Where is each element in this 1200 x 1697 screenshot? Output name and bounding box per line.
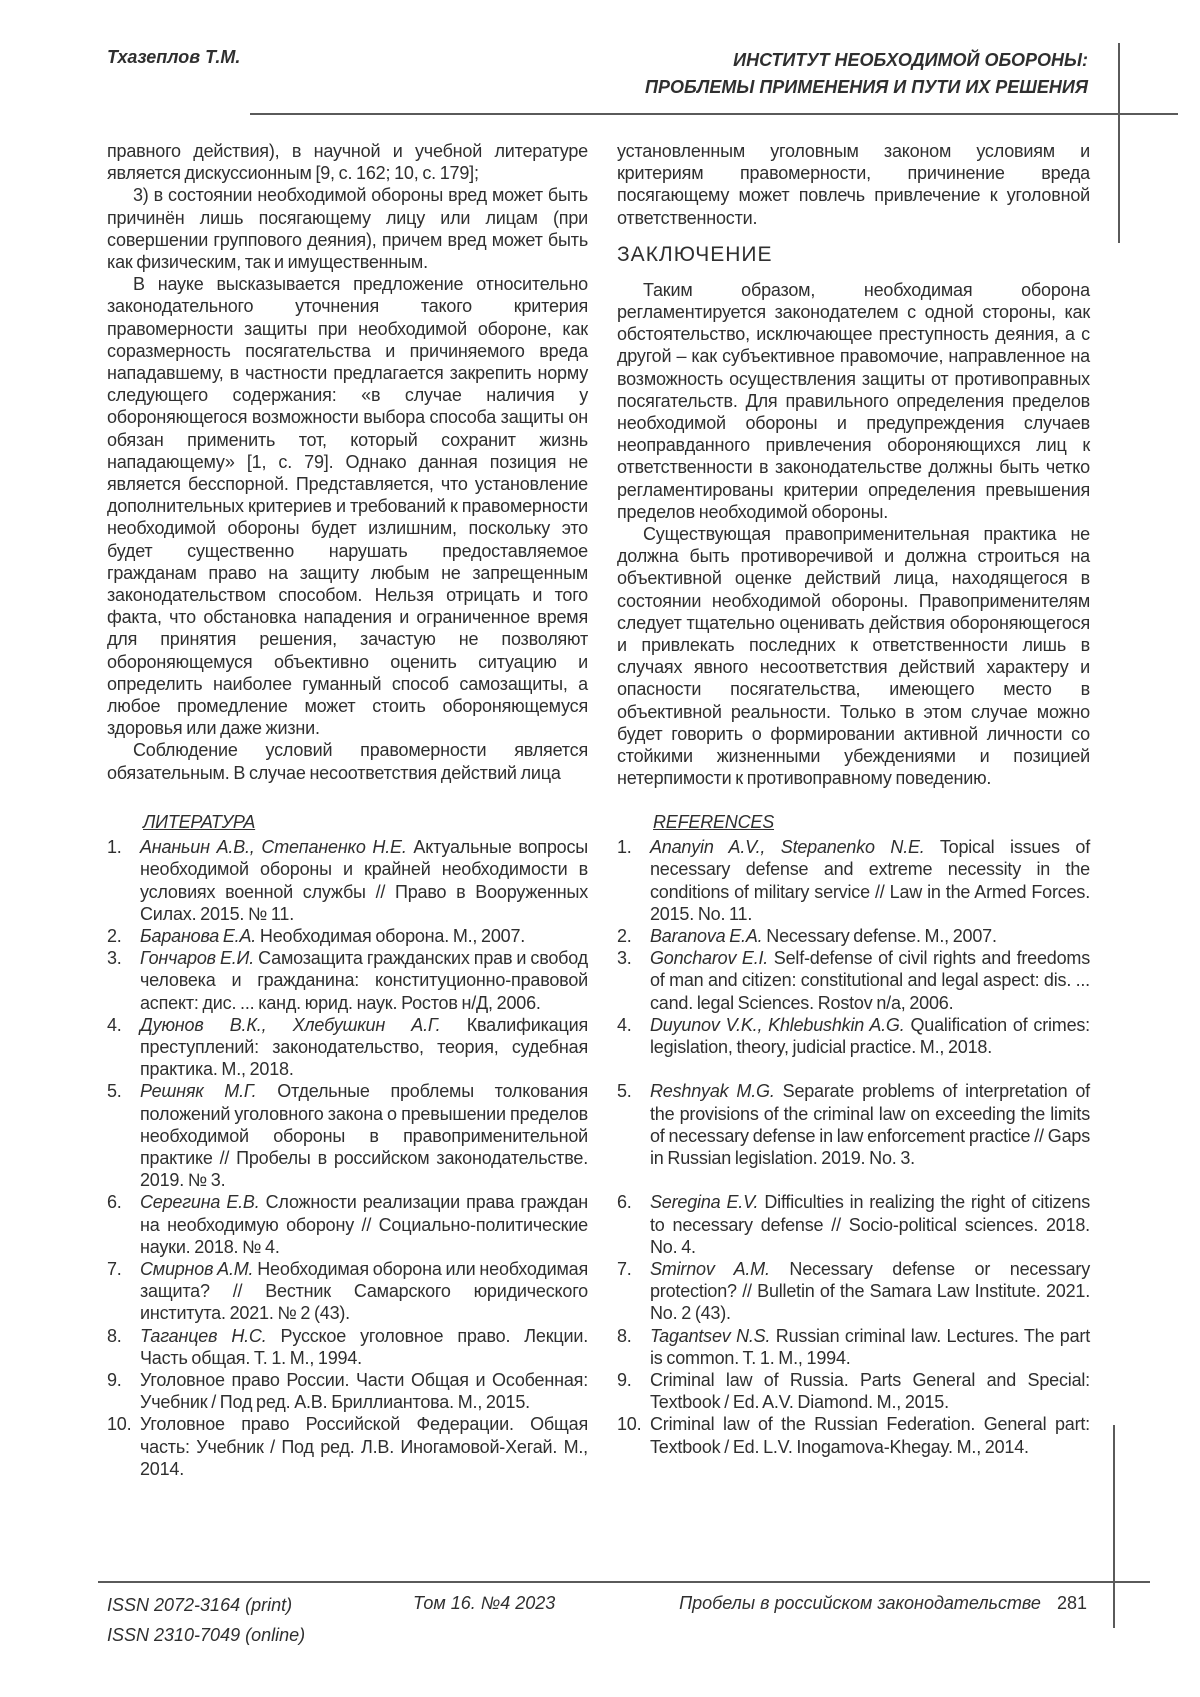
reference-authors: Baranova E.A.: [650, 926, 763, 947]
reference-row: [107, 1325, 1090, 1369]
margin-rule-top: [1118, 43, 1120, 243]
body-column-right: [617, 140, 1090, 789]
paragraph: правного действия), в научной и учебной литературе является дискуссионным [9, с. 162; 10, с. 179];: [107, 141, 588, 184]
issn-print: ISSN 2072-3164 (print): [107, 1595, 293, 1615]
reference-number: 6.: [107, 1192, 122, 1213]
reference-row: [107, 925, 1090, 947]
reference-number: 5.: [617, 1081, 632, 1102]
reference-number: 7.: [107, 1259, 122, 1280]
body-column-left: [107, 140, 588, 784]
reference-item-russian: [107, 1369, 588, 1413]
references-list: [107, 836, 1090, 1480]
reference-item-english: [617, 836, 1090, 925]
reference-row: [107, 1191, 1090, 1258]
paragraph: установленным уголовным законом условиям и критериям правомерности, причинение вреда посягающему может повлечь привлечение к уголовной ответственности.: [617, 141, 1090, 228]
reference-authors: Goncharov E.I.: [650, 948, 769, 969]
margin-rule-bottom: [1113, 1425, 1115, 1628]
reference-number: 8.: [107, 1325, 122, 1346]
reference-authors: Duyunov V.K., Khlebushkin A.G.: [650, 1014, 905, 1035]
reference-number: 5.: [107, 1081, 122, 1102]
footer-rule: [98, 1581, 1150, 1583]
reference-text: Russian criminal law. Lectures. The part is common. T. 1. M., 1994.: [650, 1325, 1091, 1368]
reference-authors: Баранова Е.А.: [140, 926, 257, 947]
reference-number: 10.: [107, 1414, 132, 1435]
journal-name: Пробелы в российском законодательстве: [679, 1593, 1041, 1613]
reference-row: [107, 1014, 1090, 1081]
reference-text: Необходимая оборона или необходимая защита? // Вестник Самарского юридического института. 2021. № 2 (43).: [140, 1259, 588, 1324]
reference-number: 2.: [107, 926, 122, 947]
reference-item-russian: [107, 1413, 588, 1480]
reference-item-english: [617, 1258, 1090, 1325]
reference-item-russian: [107, 1014, 588, 1081]
reference-number: 8.: [617, 1325, 632, 1346]
reference-text: Self-defense of civil rights and freedoms of man and citizen: constitutional and legal aspect: dis. ... cand. legal Sciences. Rostov n/a, 2006.: [650, 948, 1091, 1013]
reference-item-russian: [107, 1191, 588, 1258]
paragraph: Таким образом, необходимая оборона регламентируется законодателем с одной стороны, как обстоятельство, исключающее преступность деяния, а с другой – как субъективное правомочие, направленное на возможность осуществления защиты от противоправных посягательств. Для правильного определения пределов необходимой обороны и предупреждения случаев неоправданного привлечения обороняющихся лиц к ответственности в законодательстве должны быть четко регламентированы критерии определения превышения пределов необходимой обороны.: [617, 279, 1090, 522]
reference-authors: Ananyin A.V., Stepanenko N.E.: [650, 837, 925, 858]
reference-authors: Таганцев Н.С.: [140, 1325, 267, 1346]
reference-text: Difficulties in realizing the right of citizens to necessary defense // Socio-political sciences. 2018. No. 4.: [650, 1192, 1090, 1257]
article-title-line-1: ИНСТИТУТ НЕОБХОДИМОЙ ОБОРОНЫ:: [733, 50, 1088, 70]
paragraph: 3) в состоянии необходимой обороны вред может быть причинён лишь посягающему лицу или лицам (при совершении группового деяния), причем вред может быть как физическим, так и имущественным.: [107, 185, 588, 273]
paragraph: Существующая правоприменительная практика не должна быть противоречивой и должна строиться на объективной оценке действий лица, находящегося в состоянии необходимой обороны. Правоприменителям следует тщательно оценивать действия обороняющегося и привлекать последних к ответственности лишь в случаях явного несоответствия действий характеру и опасности посягательства, имеющего место в объективной реальности. Только в этом случае можно будет говорить о формировании активной личности со стойкими жизненными убеждениями и позицией нетерпимости к противоправному поведению.: [617, 524, 1090, 789]
header-rule: [250, 113, 1178, 115]
reference-number: 4.: [107, 1014, 122, 1035]
references-heading: REFERENCES: [653, 812, 775, 832]
references-headings-row: [107, 811, 1090, 833]
reference-item-russian: [107, 1258, 588, 1325]
reference-authors: Ананьин А.В., Степаненко Н.Е.: [140, 837, 407, 858]
reference-authors: Smirnov A.M.: [650, 1259, 770, 1280]
reference-row: [107, 1413, 1090, 1480]
reference-number: 1.: [107, 837, 122, 858]
issn-online: ISSN 2310-7049 (online): [107, 1625, 306, 1645]
reference-authors: Решняк М.Г.: [140, 1081, 257, 1102]
literature-heading: ЛИТЕРАТУРА: [143, 812, 256, 832]
running-head-author: Тхазеплов Т.М.: [107, 47, 241, 67]
reference-item-russian: [107, 1325, 588, 1369]
paragraph: В науке высказывается предложение относительно законодательного уточнения такого критерия правомерности защиты при необходимой обороне, как соразмерность посягательства и причиняемого вреда нападавшему, в частности предлагается закрепить норму следующего содержания: «в случае наличия у обороняющегося возможности выбора способа защиты он обязан применить тот, который сохранит жизнь нападающему» [1, с. 79]. Однако данная позиция не является бесспорной. Представляется, что установление дополнительных критериев и требований к правомерности необходимой обороны будет излишним, поскольку это будет существенно нарушать предоставляемое гражданам право на защиту любым не запрещенным законодательством способом. Нельзя отрицать и того факта, что обстановка нападения и ограниченное время для принятия решения, зачастую не позволяют обороняющемуся объективно оценить ситуацию и определить наиболее гуманный способ самозащиты, а любое промедление может стоить обороняющемуся здоровья или даже жизни.: [107, 274, 588, 739]
reference-number: 3.: [107, 948, 122, 969]
reference-number: 3.: [617, 948, 632, 969]
reference-authors: Tagantsev N.S.: [650, 1325, 771, 1346]
page-number: 281: [1056, 1593, 1087, 1613]
reference-text: Separate problems of interpretation of the provisions of the criminal law on exceeding the limits of necessary defense in law enforcement practice // Gaps in Russian legislation. 2019. No. 3.: [650, 1081, 1090, 1169]
running-head-article-title: [645, 47, 1088, 101]
reference-text: Русское уголовное право. Лекции. Часть общая. Т. 1. М., 1994.: [140, 1325, 588, 1368]
reference-authors: Reshnyak M.G.: [650, 1081, 775, 1102]
references-section: [107, 811, 1090, 1480]
reference-row: [107, 947, 1090, 1014]
reference-text: Criminal law of Russia. Parts General and Special: Textbook / Ed. A.V. Diamond. M., 2015.: [650, 1370, 1090, 1413]
reference-item-english: [617, 1191, 1090, 1258]
reference-item-russian: [107, 947, 588, 1014]
reference-item-english: [617, 947, 1090, 1014]
reference-item-english: [617, 925, 1090, 947]
reference-text: Отдельные проблемы толкования положений уголовного закона о превышении пределов необходимой обороны в правоприменительной практике // Пробелы в российском законодательстве. 2019. № 3.: [140, 1081, 589, 1191]
reference-item-english: [617, 1413, 1090, 1480]
reference-row: [107, 1258, 1090, 1325]
reference-authors: Смирнов А.М.: [140, 1259, 254, 1280]
reference-text: Сложности реализации права граждан на необходимую оборону // Социально-политические науки. 2018. № 4.: [140, 1192, 588, 1257]
reference-item-russian: [107, 836, 588, 925]
reference-authors: Дуюнов В.К., Хлебушкин А.Г.: [140, 1014, 441, 1035]
reference-text: Уголовное право Российской Федерации. Общая часть: Учебник / Под ред. Л.В. Иногамовой-Хегай. М., 2014.: [140, 1414, 588, 1479]
reference-number: 2.: [617, 926, 632, 947]
reference-item-russian: [107, 1080, 588, 1191]
reference-item-english: [617, 1014, 1090, 1081]
reference-authors: Seregina E.V.: [650, 1192, 759, 1213]
paragraph: Соблюдение условий правомерности является обязательным. В случае несоответствия действий лица: [107, 740, 588, 783]
reference-text: Necessary defense or necessary protection? // Bulletin of the Samara Law Institute. 2021. No. 2 (43).: [650, 1259, 1090, 1324]
reference-row: [107, 1369, 1090, 1413]
conclusion-heading: ЗАКЛЮЧЕНИЕ: [617, 242, 773, 266]
reference-authors: Гончаров Е.И.: [140, 948, 255, 969]
reference-number: 9.: [107, 1370, 122, 1391]
reference-text: Topical issues of necessary defense and extreme necessity in the conditions of military service // Law in the Armed Forces. 2015. No. 11.: [650, 837, 1090, 924]
reference-text: Квалификация преступлений: законодательство, теория, судебная практика. М., 2018.: [140, 1014, 588, 1080]
reference-number: 10.: [617, 1414, 642, 1435]
reference-text: Уголовное право России. Части Общая и Особенная: Учебник / Под ред. А.В. Бриллиантова. М., 2015.: [140, 1370, 588, 1413]
reference-item-english: [617, 1369, 1090, 1413]
reference-text: Актуальные вопросы необходимой обороны и крайней необходимости в условиях военной службы // Право в Вооруженных Силах. 2015. № 11.: [140, 837, 588, 924]
reference-row: [107, 1080, 1090, 1191]
reference-number: 7.: [617, 1259, 632, 1280]
reference-number: 1.: [617, 837, 632, 858]
issn-block: [107, 1590, 305, 1650]
reference-item-english: [617, 1080, 1090, 1191]
reference-row: [107, 836, 1090, 925]
article-title-line-2: ПРОБЛЕМЫ ПРИМЕНЕНИЯ И ПУТИ ИХ РЕШЕНИЯ: [645, 77, 1088, 97]
reference-text: Необходимая оборона. М., 2007.: [256, 926, 526, 947]
reference-text: Necessary defense. M., 2007.: [762, 926, 997, 947]
reference-number: 4.: [617, 1014, 632, 1035]
reference-text: Criminal law of the Russian Federation. General part: Textbook / Ed. L.V. Inogamova-Khegay. M., 2014.: [650, 1414, 1090, 1457]
reference-item-russian: [107, 925, 588, 947]
reference-text: Самозащита гражданских прав и свобод человека и гражданина: конституционно-правовой аспект: дис. ... канд. юрид. наук. Ростов н/Д, 2006.: [140, 948, 588, 1013]
volume-issue: Том 16. №4 2023: [413, 1593, 556, 1613]
reference-number: 6.: [617, 1192, 632, 1213]
reference-item-english: [617, 1325, 1090, 1369]
reference-text: Qualification of crimes: legislation, theory, judicial practice. M., 2018.: [650, 1014, 1090, 1058]
reference-number: 9.: [617, 1370, 632, 1391]
reference-authors: Серегина Е.В.: [140, 1192, 260, 1213]
footer-journal-block: [679, 1593, 1087, 1614]
